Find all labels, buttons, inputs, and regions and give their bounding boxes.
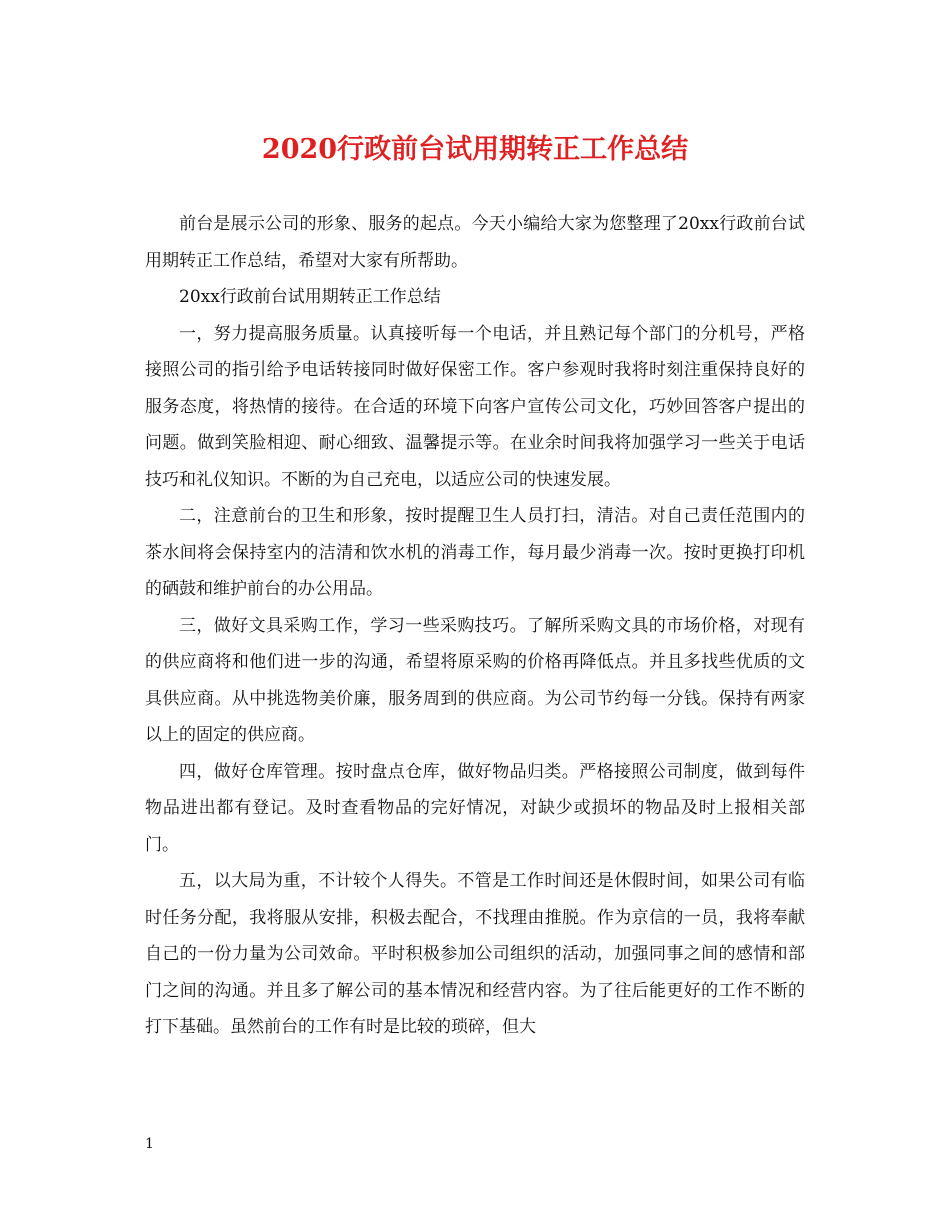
section-heading: 20xx行政前台试用期转正工作总结: [179, 287, 441, 307]
paragraph-5: 五，以大局为重，不计较个人得失。不管是工作时间还是休假时间，如果公司有临时任务分配，我将服从安排，积极去配合，不找理由推脱。作为京信的一员，我将奉献自己的一份力量为公司效命。平时积极参加公司组织的活动，加强同事之间的感情和部门之间的沟通。并且多了解公司的基本情况和经营内容。为了往后能更好的工作不断的打下基础。虽然前台的工作有时是比较的琐碎，但大: [145, 871, 805, 1037]
intro-paragraph: 前台是展示公司的形象、服务的起点。今天小编给大家为您整理了20xx行政前台试用期转正工作总结，希望对大家有所帮助。: [145, 214, 805, 271]
paragraph-1: 一，努力提高服务质量。认真接听每一个电话，并且熟记每个部门的分机号，严格接照公司的指引给予电话转接同时做好保密工作。客户参观时我将时刻注重保持良好的服务态度，将热情的接待。在合适的环境下向客户宣传公司文化，巧妙回答客户提出的问题。做到笑脸相迎、耐心细致、温馨提示等。在业余时间我将加强学习一些关于电话技巧和礼仪知识。不断的为自己充电，以适应公司的快速发展。: [145, 323, 805, 490]
page-number: 1: [145, 1136, 154, 1152]
paragraph-4: 四，做好仓库管理。按时盘点仓库，做好物品归类。严格接照公司制度，做到每件物品进出都有登记。及时查看物品的完好情况，对缺少或损坏的物品及时上报相关部门。: [145, 761, 805, 855]
paragraph-3: 三，做好文具采购工作，学习一些采购技巧。了解所采购文具的市场价格，对现有的供应商将和他们进一步的沟通，希望将原采购的价格再降低点。并且多找些优质的文具供应商。从中挑选物美价廉，服务周到的供应商。为公司节约每一分钱。保持有两家以上的固定的供应商。: [145, 615, 805, 745]
document-body: [145, 206, 805, 1046]
document-title: 2020行政前台试用期转正工作总结: [261, 134, 689, 165]
paragraph-2: 二，注意前台的卫生和形象，按时提醒卫生人员打扫，清洁。对自己责任范围内的茶水间将会保持室内的洁清和饮水机的消毒工作，每月最少消毒一次。按时更换打印机的硒鼓和维护前台的办公用品。: [145, 506, 805, 599]
